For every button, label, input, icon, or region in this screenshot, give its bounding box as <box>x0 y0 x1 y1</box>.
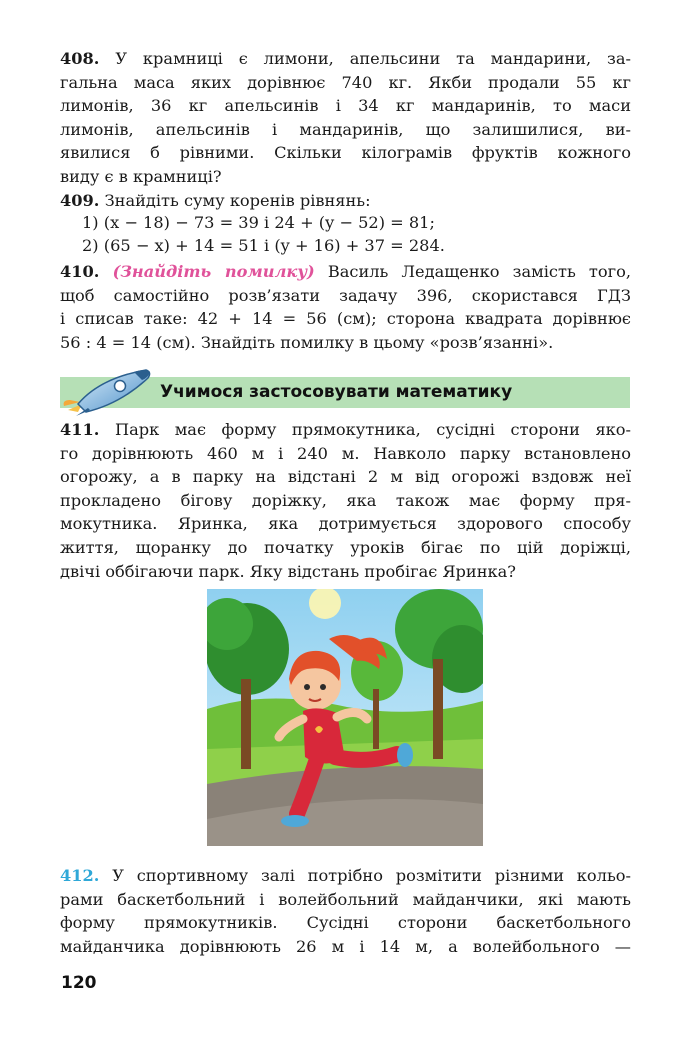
problem-number: 411. <box>60 420 100 439</box>
problem-412 <box>60 864 631 958</box>
text-line: прокладено бігову доріжку, яка також має форму пря- <box>60 490 631 510</box>
text-line: Василь Ледащенко замість того, <box>327 262 631 281</box>
problem-number: 408. <box>60 49 100 68</box>
text-line: го дорівнюють 460 м і 240 м. Навколо парку встановлено <box>60 443 631 463</box>
text-line: У крамниці є лимони, апельсини та мандарини, за- <box>115 49 631 68</box>
text-line: Знайдіть суму коренів рівнянь: <box>104 191 371 210</box>
equation-1: 1) (x − 18) − 73 = 39 і 24 + (y − 52) = 81; <box>82 213 435 232</box>
problem-number: 409. <box>60 191 100 210</box>
running-girl-illustration <box>207 589 483 846</box>
text-line: двічі оббігаючи парк. Яку відстань пробігає Яринка? <box>60 561 516 581</box>
find-error-tag: (Знайдіть помилку) <box>112 262 315 281</box>
problem-409 <box>60 189 631 213</box>
text-line: життя, щоранку до початку уроків бігає по цій доріжці, <box>60 537 631 557</box>
problem-411 <box>60 418 631 583</box>
text-line: явилися б рівними. Скільки кілограмів фруктів кожного <box>60 143 631 163</box>
problem-408 <box>60 47 631 189</box>
text-line: 56 : 4 = 14 (см). Знайдіть помилку в цьому «розв’язанні». <box>60 332 554 352</box>
text-line: Парк має форму прямокутника, сусідні сторони яко- <box>114 420 631 439</box>
text-line: огорожу, а в парку на відстані 2 м від огорожі вздовж неї <box>60 467 631 487</box>
problem-number: 410. <box>60 262 100 281</box>
text-line: мокутника. Яринка, яка дотримується здорового способу <box>60 514 631 534</box>
section-title: Учимося застосовувати математику <box>160 382 513 402</box>
text-line: У спортивному залі потрібно розмітити різними кольо- <box>112 866 631 885</box>
text-line: лимонів, апельсинів і мандаринів, що залишилися, ви- <box>60 119 631 139</box>
problem-410 <box>60 260 631 354</box>
text-line: форму прямокутників. Сусідні сторони баскетбольного <box>60 913 631 933</box>
equation-2: 2) (65 − x) + 14 = 51 і (y + 16) + 37 = 284. <box>82 236 445 255</box>
problem-number: 412. <box>60 866 100 885</box>
rocket-icon <box>60 364 156 416</box>
text-line: лимонів, 36 кг апельсинів і 34 кг мандаринів, то маси <box>60 96 631 116</box>
text-line: рами баскетбольний і волейбольний майданчики, які мають <box>60 889 631 909</box>
text-line: майданчика дорівнюють 26 м і 14 м, а волейбольного — <box>60 936 631 956</box>
text-line: і списав таке: 42 + 14 = 56 (см); сторона квадрата дорівнює <box>60 309 631 329</box>
text-line: гальна маса яких дорівнює 740 кг. Якби продали 55 кг <box>60 72 631 92</box>
text-line: щоб самостійно розв’язати задачу 396, скористався ГДЗ <box>60 285 631 305</box>
text-line: виду є в крамниці? <box>60 166 222 186</box>
page-number: 120 <box>61 973 97 993</box>
